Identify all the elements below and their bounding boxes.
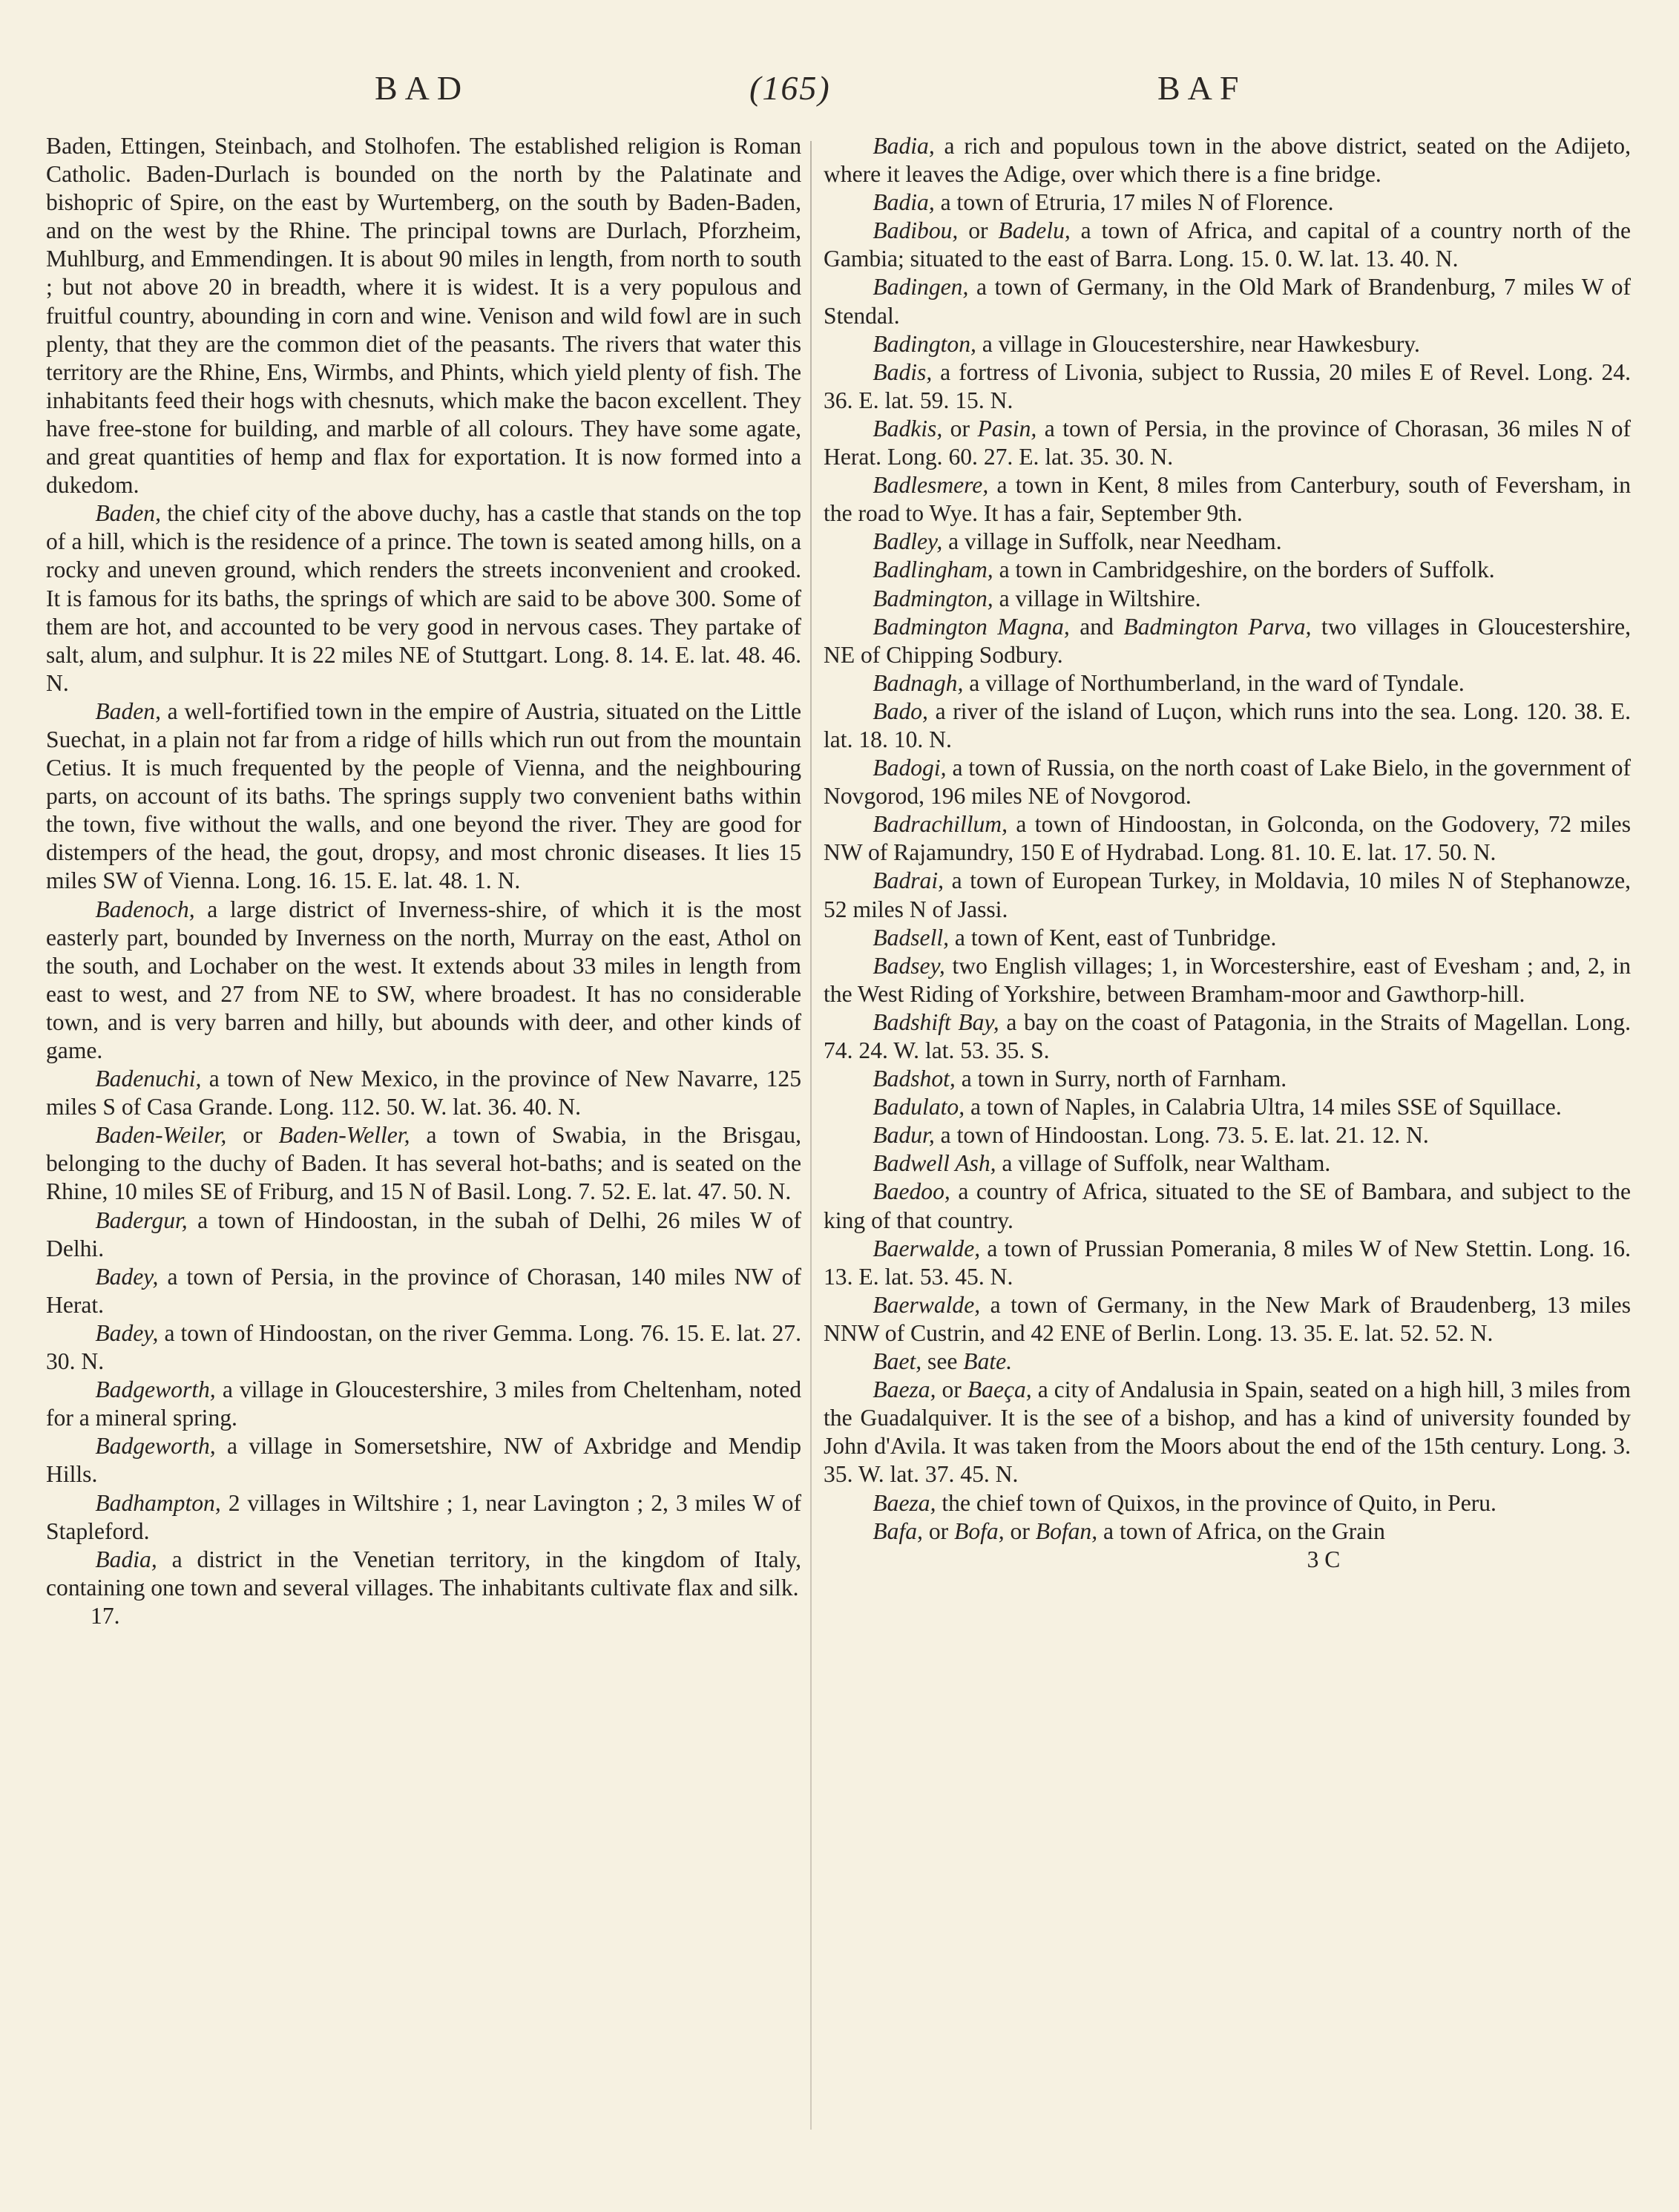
- dictionary-entry: [824, 528, 1631, 556]
- dictionary-entry: [824, 669, 1631, 698]
- entry-text: a village in Wiltshire.: [993, 585, 1201, 611]
- headword: Baden,: [95, 500, 161, 527]
- entry-text: a town in Kent, 8 miles from Canterbury, south of Feversham, in the road to Wye. It has a fair, September 9th.: [824, 472, 1631, 527]
- headword: Bado,: [873, 698, 928, 724]
- dictionary-entry: [46, 1065, 801, 1121]
- dictionary-entry: [824, 754, 1631, 810]
- headword: Baerwalde,: [873, 1235, 981, 1261]
- signature-mark: [824, 1546, 1631, 1574]
- page-number: (165): [749, 69, 831, 107]
- entry-text: a city of Andalusia in Spain, seated on a high hill, 3 miles from the Guadalquiver. It is the see of a bishop, and has a kind of university founded by John d'Avila. It was taken from the Moors about the end of the 15th century. Long. 3. 35. W. lat. 37. 45. N.: [824, 1376, 1631, 1488]
- entry-text: a district in the Venetian territory, in the kingdom of Italy, containing one town and several villages. The inhabitants cultivate flax and silk.: [46, 1546, 801, 1601]
- headword: Badley,: [873, 528, 943, 555]
- signature-mark: [46, 1602, 801, 1630]
- headword: Bafa,: [873, 1517, 923, 1544]
- headword: Baden,: [95, 698, 161, 724]
- entry-text: a country of Africa, situated to the SE of Bambara, and subject to the king of that country.: [824, 1178, 1631, 1233]
- dictionary-entry: [824, 1065, 1631, 1093]
- dictionary-entry: [824, 217, 1631, 273]
- dictionary-entry: [824, 810, 1631, 867]
- right-column: [824, 132, 1631, 1574]
- entry-text: two villages in Gloucestershire, NE of Chipping Sodbury.: [824, 613, 1631, 668]
- entry-text: or: [1004, 1517, 1036, 1544]
- headword: Pasin,: [977, 415, 1037, 442]
- dictionary-entry: [46, 1121, 801, 1206]
- headword: Badsey,: [873, 952, 945, 979]
- dictionary-entry: [46, 1546, 801, 1602]
- entry-text: and: [1069, 613, 1124, 640]
- entry-text: a village of Northumberland, in the ward of Tyndale.: [963, 669, 1465, 696]
- entry-text: a village in Gloucestershire, 3 miles from Cheltenham, noted for a mineral spring.: [46, 1376, 801, 1431]
- headword: Badshot,: [873, 1066, 956, 1092]
- headword: Badshift Bay,: [873, 1008, 999, 1035]
- headword: Badington,: [873, 330, 976, 357]
- headword: Badingen,: [873, 274, 969, 301]
- entry-text: a town of Russia, on the north coast of Lake Bielo, in the government of Novgorod, 196 miles NE of Novgorod.: [824, 755, 1631, 810]
- dictionary-entry: [824, 1178, 1631, 1234]
- entry-text: a town of Africa, on the Grain: [1097, 1517, 1385, 1544]
- entry-text: or: [226, 1122, 279, 1149]
- headword: Badgeworth,: [95, 1376, 216, 1403]
- entry-text: 3 C: [1307, 1546, 1341, 1572]
- dictionary-entry: [824, 1235, 1631, 1291]
- entry-text: the chief city of the above duchy, has a castle that stands on the top of a hill, which is the residence of a prince. The town is seated among hills, on a rocky and uneven ground, which renders the streets inconvenient and crooked. It is famous for its baths, the springs of which are said to be above 300. Some of them are hot, and accounted to be very good in nervous cases. They partake of salt, alum, and sulphur. It is 22 miles NE of Stuttgart. Long. 8. 14. E. lat. 48. 46. N.: [46, 500, 801, 696]
- dictionary-entry: [824, 1291, 1631, 1348]
- headword: Badergur,: [95, 1207, 188, 1233]
- entry-text: a town of Kent, east of Tunbridge.: [949, 924, 1277, 951]
- entry-text: a town in Surry, north of Farnham.: [955, 1066, 1287, 1092]
- entry-text: a town of Hindoostan, on the river Gemma. Long. 76. 15. E. lat. 27. 30. N.: [46, 1319, 801, 1375]
- headword: Badmington Magna,: [873, 613, 1070, 640]
- dictionary-entry: [46, 698, 801, 896]
- dictionary-entry: [824, 330, 1631, 358]
- headword: Badia,: [873, 189, 935, 216]
- dictionary-entry: [824, 613, 1631, 669]
- entry-text: a village in Suffolk, near Needham.: [942, 528, 1282, 555]
- headword: Badsell,: [873, 924, 950, 951]
- dictionary-entry: [824, 1489, 1631, 1517]
- entry-text: a large district of Inverness-shire, of which it is the most easterly part, bounded by Inverness on the north, Murray on the east, Athol on the south, and Lochaber on the west. It extends about 33 miles in length from east to west, and 27 from NE to SW, where broadest. It has no considerable town, and is very barren and hilly, but abounds with deer, and other kinds of game.: [46, 896, 801, 1063]
- dictionary-entry: [46, 1263, 801, 1319]
- entry-text: 2 villages in Wiltshire ; 1, near Lavington ; 2, 3 miles W of Stapleford.: [46, 1489, 801, 1544]
- page-header: [0, 68, 1679, 128]
- dictionary-entry: [824, 188, 1631, 217]
- entry-text: two English villages; 1, in Worcestershire, east of Evesham ; and, 2, in the West Riding of Yorkshire, between Bramham-moor and Gawthorp-hill.: [824, 952, 1631, 1007]
- headword: Badrachillum,: [873, 811, 1008, 838]
- dictionary-entry: [824, 1008, 1631, 1065]
- headword: Baedoo,: [873, 1178, 950, 1205]
- entry-text: a bay on the coast of Patagonia, in the Straits of Magellan. Long. 74. 24. W. lat. 53. 35. S.: [824, 1008, 1631, 1063]
- headword: Badwell Ash,: [873, 1150, 996, 1177]
- headword: Baeza,: [873, 1376, 936, 1403]
- dictionary-entry: [824, 1149, 1631, 1178]
- headword: Baerwalde,: [873, 1291, 981, 1318]
- headword: Badkis,: [873, 415, 943, 442]
- entry-text: a town of Hindoostan. Long. 73. 5. E. lat. 21. 12. N.: [934, 1122, 1429, 1149]
- headword: Badis,: [873, 358, 933, 385]
- headword: Badibou,: [873, 217, 959, 244]
- entry-text: a town of Germany, in the New Mark of Braudenberg, 13 miles NNW of Custrin, and 42 ENE of Berlin. Long. 13. 35. E. lat. 52. 52. N.: [824, 1291, 1631, 1346]
- dictionary-entry: [46, 1376, 801, 1432]
- entry-text: a village of Suffolk, near Waltham.: [996, 1150, 1331, 1177]
- entry-text: a town of Hindoostan, in Golconda, on the Godovery, 72 miles NW of Rajamundry, 150 E of Hydrabad. Long. 81. 10. E. lat. 17. 50. N.: [824, 811, 1631, 866]
- headword: Baden-Weiler,: [95, 1122, 227, 1149]
- entry-continuation: [46, 132, 801, 499]
- dictionary-entry: [46, 1489, 801, 1546]
- entry-text: a town of Prussian Pomerania, 8 miles W of New Stettin. Long. 16. 13. E. lat. 53. 45. N.: [824, 1235, 1631, 1290]
- running-head-right: BAF: [1157, 69, 1246, 107]
- dictionary-entry: [824, 556, 1631, 584]
- entry-text: a town of Etruria, 17 miles N of Florence.: [934, 189, 1334, 216]
- dictionary-entry: [824, 867, 1631, 923]
- entry-text: the chief town of Quixos, in the province of Quito, in Peru.: [936, 1489, 1496, 1516]
- dictionary-entry: [824, 952, 1631, 1008]
- headword: Badnagh,: [873, 669, 964, 696]
- headword: Badulato,: [873, 1094, 965, 1120]
- headword: Badelu,: [998, 217, 1071, 244]
- headword: Badmington,: [873, 585, 993, 611]
- headword: Bofan,: [1035, 1517, 1098, 1544]
- entry-text: a town of Swabia, in the Brisgau, belonging to the duchy of Baden. It has several hot-baths; and is seated on the Rhine, 10 miles SE of Friburg, and 15 N of Basil. Long. 7. 52. E. lat. 47. 50. N.: [46, 1122, 801, 1205]
- dictionary-entry: [824, 1517, 1631, 1546]
- entry-text: or: [922, 1517, 955, 1544]
- entry-text: a rich and populous town in the above district, seated on the Adijeto, where it leaves the Adige, over which there is a fine bridge.: [824, 133, 1631, 188]
- entry-text: a village in Gloucestershire, near Hawkesbury.: [976, 330, 1420, 357]
- dictionary-entry: [824, 924, 1631, 952]
- entry-text: a village in Somersetshire, NW of Axbridge and Mendip Hills.: [46, 1433, 801, 1488]
- headword: Badenoch,: [95, 896, 195, 922]
- dictionary-entry: [46, 1207, 801, 1263]
- entry-text: a town in Cambridgeshire, on the borders of Suffolk.: [993, 557, 1495, 583]
- entry-text: a town of European Turkey, in Moldavia, 10 miles N of Stephanowze, 52 miles N of Jassi.: [824, 867, 1631, 922]
- headword: Badey,: [95, 1319, 159, 1346]
- headword: Badenuchi,: [95, 1066, 202, 1092]
- headword: Badgeworth,: [95, 1433, 216, 1460]
- dictionary-entry: [46, 1319, 801, 1376]
- entry-text: a town of Persia, in the province of Chorasan, 36 miles N of Herat. Long. 60. 27. E. lat. 35. 30. N.: [824, 415, 1631, 470]
- dictionary-entry: [824, 1121, 1631, 1149]
- entry-text: a river of the island of Luçon, which runs into the sea. Long. 120. 38. E. lat. 18. 10. N.: [824, 698, 1631, 752]
- headword: Badia,: [873, 133, 935, 159]
- entry-text: see: [921, 1348, 964, 1375]
- headword: Badey,: [95, 1263, 159, 1290]
- headword: Badhampton,: [95, 1489, 221, 1516]
- headword: Baeça,: [967, 1376, 1032, 1403]
- dictionary-entry: [824, 698, 1631, 754]
- headword: Badia,: [95, 1546, 157, 1572]
- entry-text: a town of Naples, in Calabria Ultra, 14 miles SSE of Squillace.: [965, 1094, 1562, 1120]
- entry-text: or: [936, 1376, 967, 1403]
- dictionary-entry: [824, 1376, 1631, 1489]
- column-divider: [810, 141, 812, 2130]
- dictionary-entry: [46, 499, 801, 698]
- entry-text: a fortress of Livonia, subject to Russia, 20 miles E of Revel. Long. 24. 36. E. lat. 59. 15. N.: [824, 358, 1631, 413]
- dictionary-entry: [46, 1432, 801, 1489]
- dictionary-entry: [824, 273, 1631, 329]
- headword: Baden-Weller,: [278, 1122, 410, 1149]
- entry-text: 17.: [91, 1602, 120, 1629]
- dictionary-entry: [824, 358, 1631, 415]
- entry-text: a town of Hindoostan, in the subah of Delhi, 26 miles W of Delhi.: [46, 1207, 801, 1261]
- dictionary-entry: [824, 1348, 1631, 1376]
- headword: Badrai,: [873, 867, 944, 894]
- headword: Bate.: [963, 1348, 1013, 1375]
- dictionary-entry: [46, 896, 801, 1066]
- headword: Badur,: [873, 1122, 935, 1149]
- dictionary-entry: [824, 132, 1631, 188]
- entry-text: a town of Africa, and capital of a country north of the Gambia; situated to the east of Barra. Long. 15. 0. W. lat. 13. 40. N.: [824, 217, 1631, 272]
- headword: Badogi,: [873, 755, 947, 781]
- entry-text: a town of New Mexico, in the province of New Navarre, 125 miles S of Casa Grande. Long. 112. 50. W. lat. 36. 40. N.: [46, 1066, 801, 1120]
- headword: Badmington Parva,: [1123, 613, 1312, 640]
- entry-text: Baden, Ettingen, Steinbach, and Stolhofen. The established religion is Roman Catholic. Baden-Durlach is bounded on the north by the Palatinate and bishopric of Spire, on the east by Wurtemberg, on the south by Baden-Baden, and on the west by the Rhine. The principal towns are Durlach, Pforzheim, Muhlburg, and Emmendingen. It is about 90 miles in length, from north to south ; but not above 20 in breadth, where it is widest. It is a very populous and fruitful country, abounding in corn and wine. Venison and wild fowl are in such plenty, that they are the common diet of the peasants. The rivers that water this territory are the Rhine, Ens, Wirmbs, and Phints, which yield plenty of fish. The inhabitants feed their hogs with chesnuts, which make the bacon excellent. They have free-stone for building, and marble of all colours. They have some agate, and great quantities of hemp and flax for exportation. It is now formed into a dukedom.: [46, 133, 801, 499]
- entry-text: or: [942, 415, 978, 442]
- running-head-left: BAD: [375, 69, 470, 107]
- dictionary-entry: [824, 415, 1631, 471]
- headword: Bofa,: [954, 1517, 1005, 1544]
- headword: Baet,: [873, 1348, 922, 1375]
- dictionary-entry: [824, 585, 1631, 613]
- headword: Baeza,: [873, 1489, 936, 1516]
- dictionary-entry: [824, 471, 1631, 528]
- entry-text: or: [958, 217, 999, 244]
- headword: Badlingham,: [873, 557, 993, 583]
- headword: Badlesmere,: [873, 472, 989, 499]
- dictionary-entry: [824, 1093, 1631, 1121]
- entry-text: a town of Persia, in the province of Chorasan, 140 miles NW of Herat.: [46, 1263, 801, 1318]
- entry-text: a town of Germany, in the Old Mark of Brandenburg, 7 miles W of Stendal.: [824, 274, 1631, 329]
- left-column: [46, 132, 801, 1630]
- entry-text: a well-fortified town in the empire of Austria, situated on the Little Suechat, in a plain not far from a ridge of hills which run out from the mountain Cetius. It is much frequented by the people of Vienna, and the neighbouring parts, on account of its baths. The springs supply two convenient baths within the town, five without the walls, and one beyond the river. They are good for distempers of the head, the gout, dropsy, and most chronic diseases. It lies 15 miles SW of Vienna. Long. 16. 15. E. lat. 48. 1. N.: [46, 698, 801, 894]
